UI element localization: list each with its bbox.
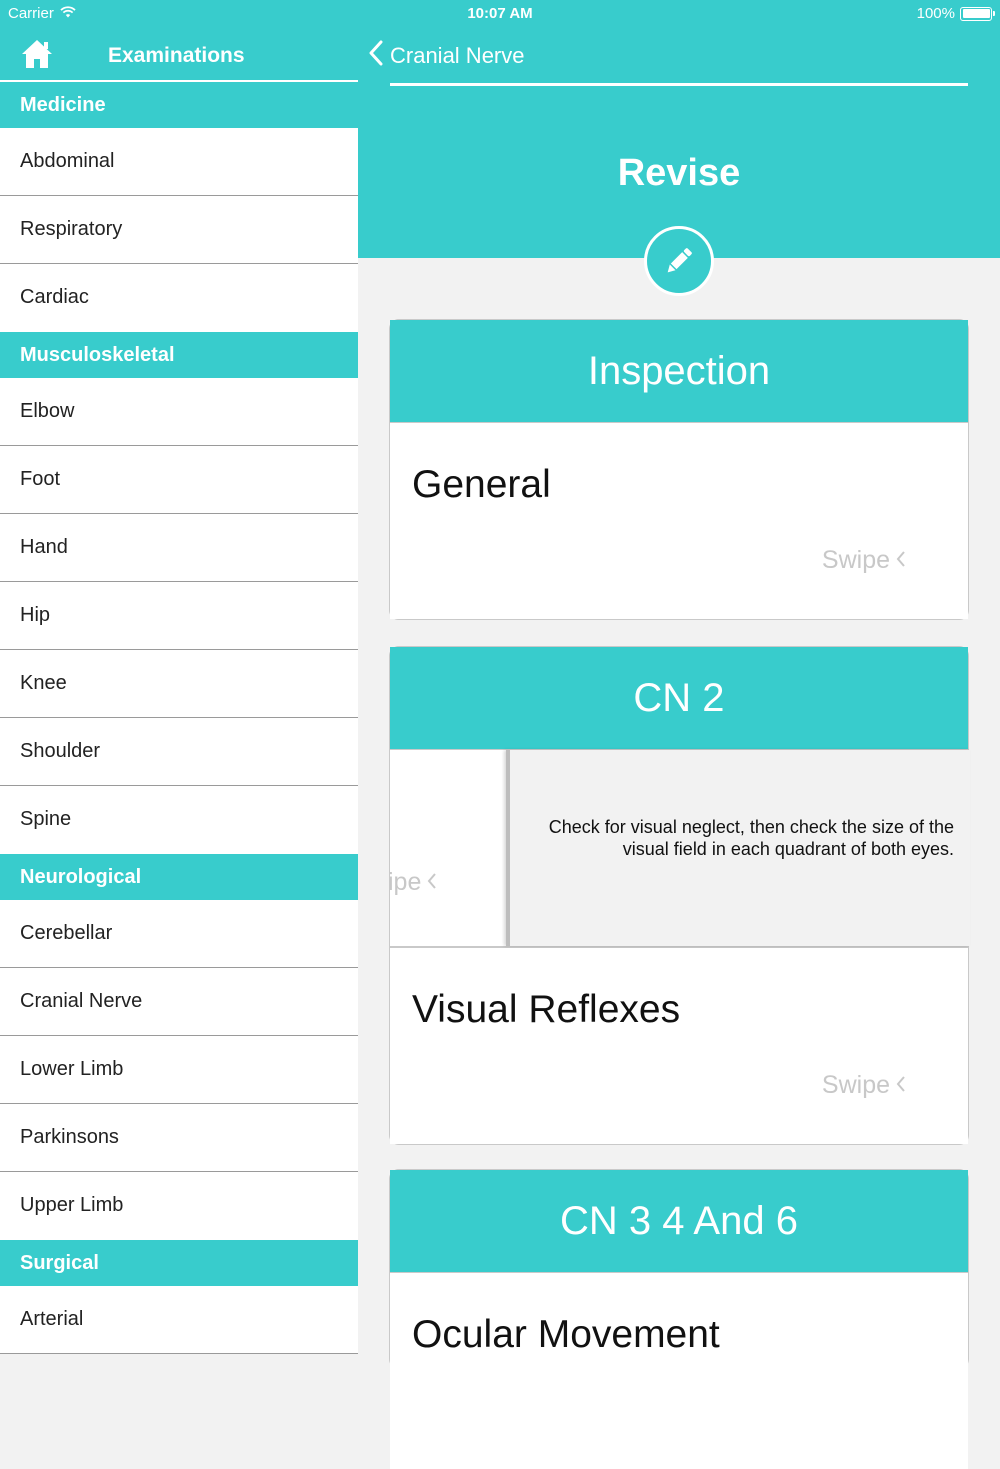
battery-icon (960, 7, 992, 21)
sidebar-item-arterial[interactable]: Arterial (0, 1286, 358, 1354)
card-cn-3-4-6 (389, 1169, 969, 1369)
swipe-hint[interactable] (822, 1071, 906, 1100)
sidebar-item-parkinsons[interactable]: Parkinsons (0, 1104, 358, 1172)
status-right (917, 5, 992, 22)
edit-button[interactable] (644, 226, 714, 296)
sidebar-item-upper-limb[interactable]: Upper Limb (0, 1172, 358, 1240)
sidebar-title: Examinations (108, 44, 245, 67)
main-header (358, 28, 1000, 258)
sidebar-item-shoulder[interactable]: Shoulder (0, 718, 358, 786)
sidebar-item-spine[interactable]: Spine (0, 786, 358, 854)
nav-divider (390, 83, 968, 86)
row-title: Visual Reflexes (412, 987, 681, 1031)
sidebar-header (0, 28, 358, 82)
card-cn2 (389, 646, 969, 1145)
section-neurological: Neurological (0, 854, 358, 900)
sidebar-item-lower-limb[interactable]: Lower Limb (0, 1036, 358, 1104)
sidebar-item-hand[interactable]: Hand (0, 514, 358, 582)
chevron-left-icon (896, 546, 906, 575)
sidebar-item-cardiac[interactable]: Cardiac (0, 264, 358, 332)
battery-percent: 100% (916, 5, 955, 22)
chevron-left-icon (896, 1071, 906, 1100)
section-musculoskeletal: Musculoskeletal (0, 332, 358, 378)
back-label: Cranial Nerve (390, 43, 525, 68)
sidebar-item-knee[interactable]: Knee (0, 650, 358, 718)
sidebar-item-foot[interactable]: Foot (0, 446, 358, 514)
sidebar-item-cerebellar[interactable]: Cerebellar (0, 900, 358, 968)
list-item[interactable] (390, 423, 968, 619)
revealed-answer-text: Check for visual neglect, then check the size of the visual field in each quadrant of both eyes. (548, 817, 954, 859)
swipe-label: ipe (388, 868, 422, 896)
sidebar-item-respiratory[interactable]: Respiratory (0, 196, 358, 264)
carrier-label: Carrier (8, 5, 54, 22)
sidebar-item-cranial-nerve[interactable]: Cranial Nerve (0, 968, 358, 1036)
swipe-hint-peek (388, 868, 437, 897)
section-surgical: Surgical (0, 1240, 358, 1286)
status-time: 10:07 AM (467, 5, 533, 22)
row-title: General (412, 463, 551, 506)
card-title: CN 3 4 And 6 (390, 1170, 968, 1273)
back-button[interactable] (368, 40, 525, 72)
revealed-answer-panel[interactable] (506, 750, 970, 946)
list-item[interactable] (390, 948, 968, 1144)
home-icon[interactable] (20, 37, 54, 71)
card-inspection (389, 319, 969, 620)
row-title: Ocular Movement (412, 1313, 720, 1356)
chevron-left-icon (427, 868, 437, 897)
swipe-hint[interactable] (822, 546, 906, 575)
chevron-left-icon (368, 40, 384, 72)
status-bar (0, 0, 1000, 28)
card-title: Inspection (390, 320, 968, 423)
sidebar-item-hip[interactable]: Hip (0, 582, 358, 650)
sidebar-item-elbow[interactable]: Elbow (0, 378, 358, 446)
page-title: Revise (617, 152, 741, 194)
sidebar-item-abdominal[interactable]: Abdominal (0, 128, 358, 196)
card-title: CN 2 (390, 647, 968, 750)
section-medicine: Medicine (0, 82, 358, 128)
list-item-revealed[interactable] (390, 750, 968, 946)
swipe-label: Swipe (821, 546, 890, 574)
examinations-sidebar (0, 28, 358, 1333)
list-item[interactable] (390, 1273, 968, 1469)
swipe-label: Swipe (821, 1070, 890, 1099)
